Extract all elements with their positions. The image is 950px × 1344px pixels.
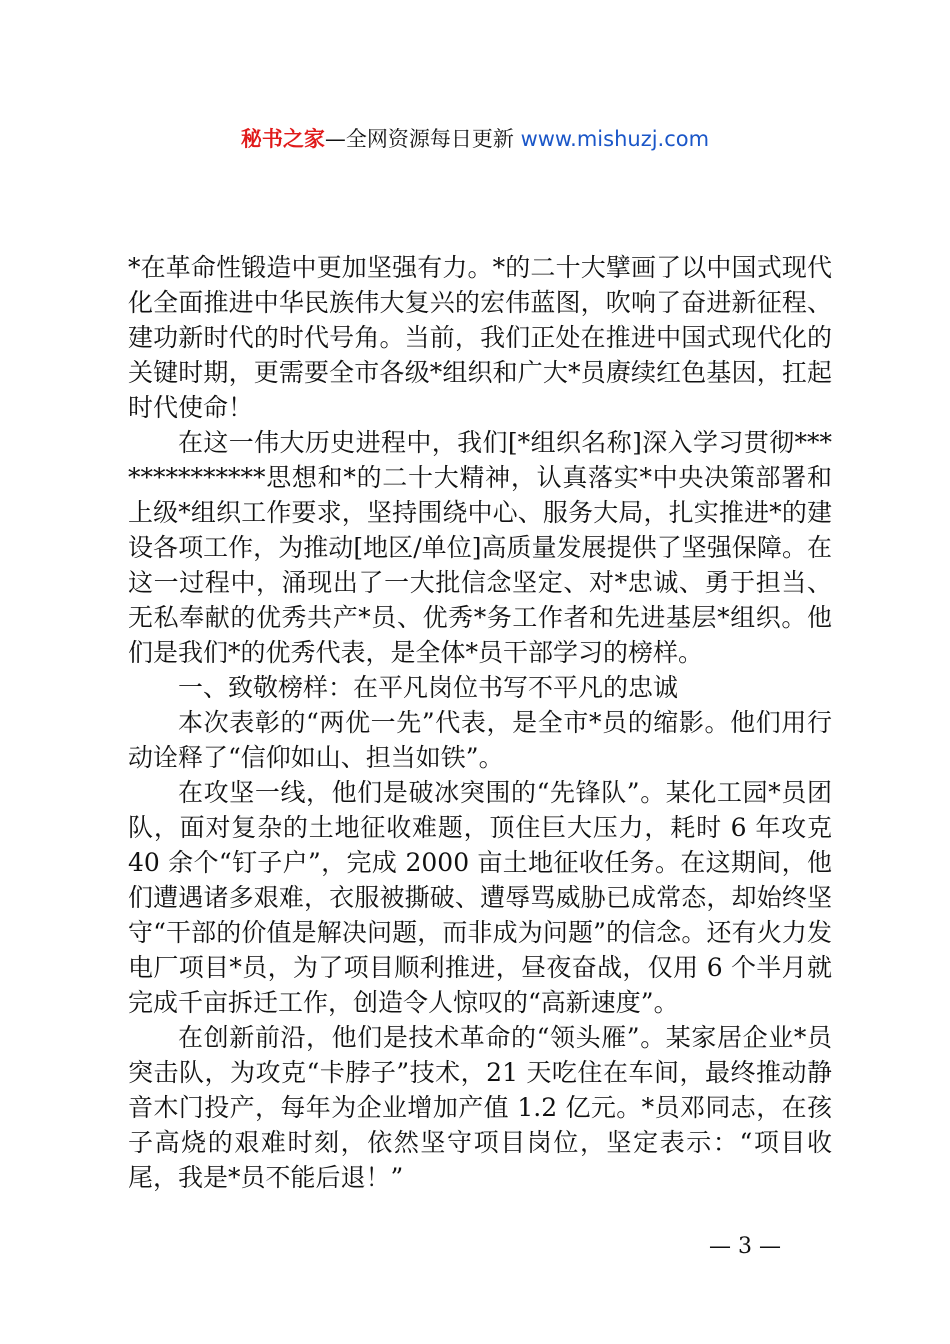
paragraph-frontline: 在攻坚一线，他们是破冰突围的“先锋队”。某化工园*员团队，面对复杂的土地征收难题，顶住巨大压力，耗时 6 年攻克 40 余个“钉子户”，完成 2000 亩土地征收任务。在这期间，他们遭遇诸多艰难，衣服被撕破、遭辱骂威胁已成常态，却始终坚守“干部的价值是解决问题，而非成为问题”的信念。还有火力发电厂项目*员，为了项目顺利推进，昼夜奋战，仅用 6 个半月就完成千亩拆迁工作，创造令人惊叹的“高新速度”。 xyxy=(128,778,832,1017)
site-url-link[interactable]: www.mishuzj.com xyxy=(520,127,710,151)
paragraph-intro-continuation: *在革命性锻造中更加坚强有力。*的二十大擘画了以中国式现代化全面推进中华民族伟大复兴的宏伟蓝图，吹响了奋进新征程、建功新时代的时代号角。当前，我们正处在推进中国式现代化的关键时期，更需要全市各级*组织和广大*员赓续红色基因，扛起时代使命！ xyxy=(128,253,832,422)
paragraph-innovation: 在创新前沿，他们是技术革命的“领头雁”。某家居企业*员突击队，为攻克“卡脖子”技术，21 天吃住在车间，最终推动静音木门投产，每年为企业增加产值 1.2 亿元。*员邓同志，在孩子高烧的艰难时刻，依然坚守项目岗位，坚定表示：“项目收尾，我是*员不能后退！” xyxy=(128,1023,832,1192)
site-brand: 秘书之家 xyxy=(240,127,325,151)
paragraph-history-process: 在这一伟大历史进程中，我们[*组织名称]深入学习贯彻**************思想和*的二十大精神，认真落实*中央决策部署和上级*组织工作要求，坚持围绕中心、服务大局，扎实推进*的建设各项工作，为推动[地区/单位]高质量发展提供了坚强保障。在这一过程中，涌现出了一大批信念坚定、对*忠诚、勇于担当、无私奉献的优秀共产*员、优秀*务工作者和先进基层*组织。他们是我们*的优秀代表，是全体*员干部学习的榜样。 xyxy=(128,428,832,667)
site-header xyxy=(0,124,950,154)
site-tagline: —全网资源每日更新 xyxy=(324,127,514,151)
section-heading: 一、致敬榜样：在平凡岗位书写不平凡的忠诚 xyxy=(178,673,679,702)
document-body xyxy=(128,250,832,1195)
paragraph-commendation: 本次表彰的“两优一先”代表，是全市*员的缩影。他们用行动诠释了“信仰如山、担当如铁”。 xyxy=(128,708,832,772)
page-number: — 3 — xyxy=(709,1234,781,1259)
